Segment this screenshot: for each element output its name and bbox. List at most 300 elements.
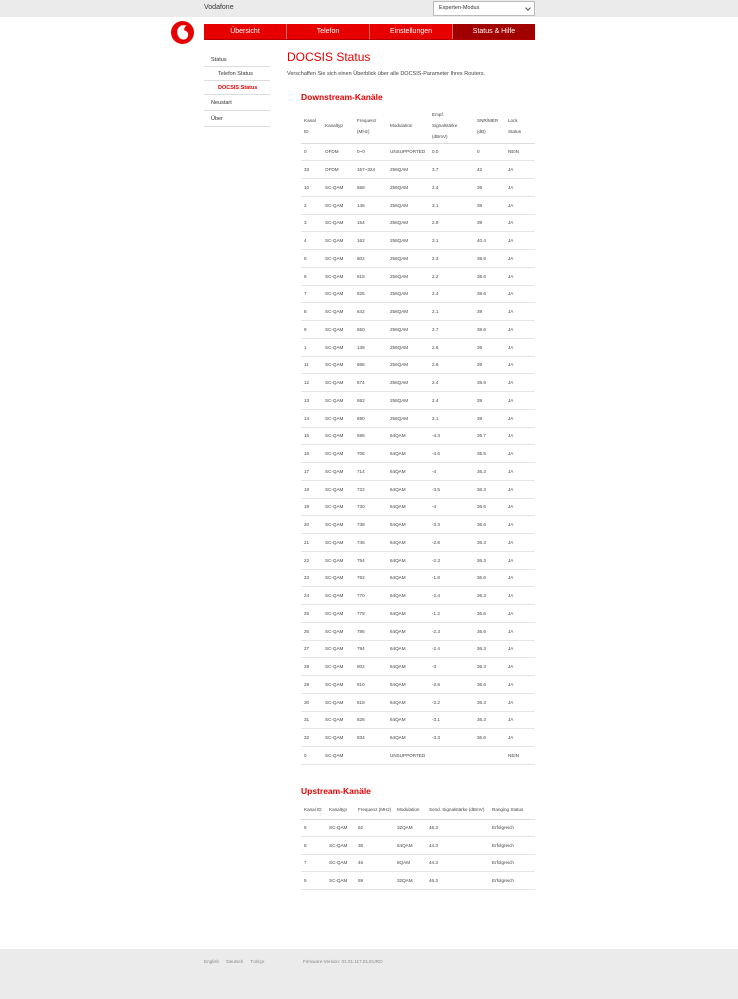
table-cell: 19 xyxy=(301,498,322,516)
table-cell: 2.1 xyxy=(429,409,474,427)
table-cell: 18 xyxy=(301,480,322,498)
table-cell: 64QAM xyxy=(387,622,429,640)
table-cell: 35.5 xyxy=(474,445,505,463)
header-line: Empf. xyxy=(432,112,444,118)
table-row xyxy=(301,445,535,463)
table-cell: -2.8 xyxy=(429,534,474,552)
table-cell: JA xyxy=(505,214,535,232)
downstream-title: Downstream-Kanäle xyxy=(301,92,383,102)
table-cell: SC-QAM xyxy=(322,516,354,534)
table-cell: OFDM xyxy=(322,161,354,179)
table-row xyxy=(301,729,535,747)
table-cell: SC-QAM xyxy=(322,374,354,392)
table-cell: 64QAM xyxy=(387,658,429,676)
table-row xyxy=(301,693,535,711)
table-row xyxy=(301,605,535,623)
table-cell: 21 xyxy=(301,534,322,552)
table-row xyxy=(301,392,535,410)
table-cell: 39 xyxy=(474,214,505,232)
table-cell: 64QAM xyxy=(387,676,429,694)
table-cell: SC-QAM xyxy=(322,338,354,356)
header-line: SNR/MER xyxy=(477,117,499,123)
table-row xyxy=(301,837,535,855)
table-cell: UNSUPPORTED xyxy=(387,143,429,161)
table-cell: SC-QAM xyxy=(326,872,355,890)
table-cell: SC-QAM xyxy=(322,232,354,250)
table-cell: -4.6 xyxy=(429,445,474,463)
table-cell: JA xyxy=(505,534,535,552)
table-cell: NEIN xyxy=(505,747,535,765)
table-cell: 46 xyxy=(355,854,394,872)
table-cell: 64QAM xyxy=(394,837,426,855)
table-cell: 256QAM xyxy=(387,303,429,321)
table-cell: 154 xyxy=(354,214,387,232)
table-cell: SC-QAM xyxy=(326,854,355,872)
table-cell: JA xyxy=(505,676,535,694)
table-cell: JA xyxy=(505,409,535,427)
table-cell: 650 xyxy=(354,321,387,339)
table-row xyxy=(301,640,535,658)
table-cell: 786 xyxy=(354,622,387,640)
table-cell: 642 xyxy=(354,303,387,321)
table-cell: JA xyxy=(505,693,535,711)
header-line: ID xyxy=(304,128,309,134)
table-cell: 22 xyxy=(301,551,322,569)
table-cell: 762 xyxy=(354,569,387,587)
table-cell: SC-QAM xyxy=(326,837,355,855)
downstream-table xyxy=(301,109,535,765)
table-cell: 658 xyxy=(354,179,387,197)
sidebar-item-status[interactable]: Status xyxy=(204,53,270,67)
table-cell: 138 xyxy=(354,338,387,356)
table-cell: 256QAM xyxy=(387,232,429,250)
table-cell: 818 xyxy=(354,693,387,711)
table-row xyxy=(301,427,535,445)
table-cell: 29 xyxy=(301,676,322,694)
table-cell: 256QAM xyxy=(387,214,429,232)
table-cell: JA xyxy=(505,285,535,303)
table-cell: 64QAM xyxy=(387,729,429,747)
table-cell: 256QAM xyxy=(387,250,429,268)
downstream-header-cell xyxy=(505,109,535,143)
table-cell: JA xyxy=(505,640,535,658)
nav-telefon[interactable]: Telefon xyxy=(287,24,370,39)
table-cell: SC-QAM xyxy=(322,356,354,374)
lang-deutsch-link[interactable]: Deutsch xyxy=(226,959,244,964)
table-cell: NEIN xyxy=(505,143,535,161)
table-cell: -2.8 xyxy=(429,676,474,694)
table-cell: 59 xyxy=(355,872,394,890)
sidebar-item-telefon-status[interactable]: Telefon Status xyxy=(204,67,270,81)
table-cell: 778 xyxy=(354,605,387,623)
table-cell: 167~324 xyxy=(354,161,387,179)
table-cell: 36.3 xyxy=(474,534,505,552)
table-cell: JA xyxy=(505,587,535,605)
table-cell: 36.6 xyxy=(474,516,505,534)
table-cell: 30 xyxy=(301,693,322,711)
table-cell: 12 xyxy=(301,374,322,392)
table-cell: JA xyxy=(505,605,535,623)
table-cell: 44.3 xyxy=(426,854,489,872)
table-cell: 13 xyxy=(301,392,322,410)
table-cell: 38.6 xyxy=(474,285,505,303)
header-line: Modulation xyxy=(390,123,413,129)
table-cell: 2.3 xyxy=(429,250,474,268)
table-cell: JA xyxy=(505,196,535,214)
table-cell: 17 xyxy=(301,463,322,481)
table-cell: -1.8 xyxy=(429,569,474,587)
table-row xyxy=(301,356,535,374)
table-cell: 3.1 xyxy=(429,232,474,250)
top-bar xyxy=(0,0,738,17)
table-cell: 36.3 xyxy=(474,587,505,605)
table-cell: 39 xyxy=(474,409,505,427)
header-line: Frequenz xyxy=(357,117,377,123)
table-row xyxy=(301,143,535,161)
table-cell: UNSUPPORTED xyxy=(387,747,429,765)
table-cell: 714 xyxy=(354,463,387,481)
table-cell: JA xyxy=(505,303,535,321)
table-row xyxy=(301,374,535,392)
table-cell: 722 xyxy=(354,480,387,498)
table-row xyxy=(301,409,535,427)
sidebar-item-neustart[interactable]: Neustart xyxy=(204,95,270,111)
table-cell: 32QAM xyxy=(394,819,426,837)
table-cell: 36.6 xyxy=(474,729,505,747)
table-row xyxy=(301,250,535,268)
table-cell: SC-QAM xyxy=(322,303,354,321)
table-cell: SC-QAM xyxy=(322,427,354,445)
table-cell: SC-QAM xyxy=(322,214,354,232)
table-cell xyxy=(429,747,474,765)
table-cell: 810 xyxy=(354,676,387,694)
table-cell: JA xyxy=(505,622,535,640)
table-cell: 698 xyxy=(354,427,387,445)
table-cell: 730 xyxy=(354,498,387,516)
table-cell: -3.3 xyxy=(429,729,474,747)
table-cell: JA xyxy=(505,480,535,498)
table-cell: 28 xyxy=(301,658,322,676)
table-cell: SC-QAM xyxy=(322,747,354,765)
table-cell: 44.3 xyxy=(426,837,489,855)
main-nav xyxy=(204,24,535,40)
table-cell: 2.9 xyxy=(429,214,474,232)
table-cell: JA xyxy=(505,321,535,339)
table-cell: JA xyxy=(505,445,535,463)
table-cell xyxy=(354,747,387,765)
table-cell: 256QAM xyxy=(387,409,429,427)
table-cell: 64QAM xyxy=(387,693,429,711)
table-cell: 754 xyxy=(354,551,387,569)
table-cell: JA xyxy=(505,179,535,197)
table-row xyxy=(301,196,535,214)
table-cell: -1.2 xyxy=(429,605,474,623)
table-row xyxy=(301,569,535,587)
table-cell: 3.1 xyxy=(429,196,474,214)
table-cell: 25 xyxy=(301,605,322,623)
header-line: (dBmV) xyxy=(432,134,448,140)
table-cell: 738 xyxy=(354,516,387,534)
table-cell: JA xyxy=(505,392,535,410)
table-cell: JA xyxy=(505,463,535,481)
header-line: Signalstärke xyxy=(432,123,458,129)
table-cell: 9 xyxy=(301,321,322,339)
table-row xyxy=(301,711,535,729)
table-cell: -2.4 xyxy=(429,640,474,658)
table-cell: 746 xyxy=(354,534,387,552)
table-cell: 2 xyxy=(301,196,322,214)
table-cell: 39 xyxy=(474,338,505,356)
downstream-header-cell xyxy=(322,109,354,143)
table-cell: SC-QAM xyxy=(322,605,354,623)
table-cell: Erfolgreich xyxy=(489,854,535,872)
table-cell: 36.3 xyxy=(474,463,505,481)
table-cell: 0~0 xyxy=(354,143,387,161)
table-cell: Erfolgreich xyxy=(489,837,535,855)
table-row xyxy=(301,872,535,890)
table-row xyxy=(301,232,535,250)
table-cell: 2.2 xyxy=(429,267,474,285)
table-cell: 39 xyxy=(474,179,505,197)
table-cell: SC-QAM xyxy=(322,196,354,214)
table-row xyxy=(301,321,535,339)
table-cell: 666 xyxy=(354,356,387,374)
table-cell: 834 xyxy=(354,729,387,747)
table-cell: 256QAM xyxy=(387,267,429,285)
table-cell: 10 xyxy=(301,179,322,197)
table-cell: 64QAM xyxy=(387,516,429,534)
upstream-header-cell: Kanal ID xyxy=(301,801,326,819)
table-cell: 2.4 xyxy=(429,285,474,303)
table-cell: 2.6 xyxy=(429,356,474,374)
table-cell: JA xyxy=(505,498,535,516)
table-cell: 46.3 xyxy=(426,872,489,890)
header-line: Status xyxy=(508,128,522,134)
table-cell: 36.3 xyxy=(474,711,505,729)
table-cell: 256QAM xyxy=(387,356,429,374)
table-cell: SC-QAM xyxy=(322,711,354,729)
table-row xyxy=(301,551,535,569)
table-cell: 1 xyxy=(301,338,322,356)
table-row xyxy=(301,214,535,232)
table-cell: 32QAM xyxy=(394,872,426,890)
table-cell: -3 xyxy=(429,658,474,676)
firmware-version: Firmware-Version: 01.01.117.01.EURO xyxy=(303,959,383,964)
table-cell: JA xyxy=(505,374,535,392)
table-row xyxy=(301,161,535,179)
table-cell: 38.6 xyxy=(474,267,505,285)
table-cell: 40.4 xyxy=(474,232,505,250)
table-row xyxy=(301,285,535,303)
sidebar xyxy=(204,53,270,127)
downstream-header-cell xyxy=(474,109,505,143)
table-cell: 36.6 xyxy=(474,622,505,640)
table-cell: JA xyxy=(505,356,535,374)
table-row xyxy=(301,534,535,552)
table-row xyxy=(301,819,535,837)
table-cell: 11 xyxy=(301,356,322,374)
table-cell: 6 xyxy=(301,267,322,285)
table-row xyxy=(301,658,535,676)
table-cell: 36.3 xyxy=(474,551,505,569)
table-cell: 38.6 xyxy=(474,321,505,339)
table-cell: 36.6 xyxy=(474,605,505,623)
page-description: Verschaffen Sie sich einen Überblick über alle DOCSIS-Parameter Ihres Routers. xyxy=(287,71,485,77)
table-row xyxy=(301,498,535,516)
table-cell: JA xyxy=(505,729,535,747)
table-cell: 39 xyxy=(474,303,505,321)
table-cell: SC-QAM xyxy=(322,729,354,747)
sidebar-item-docsis-status[interactable]: DOCSIS Status xyxy=(204,81,270,95)
table-cell: 42 xyxy=(474,161,505,179)
table-cell: SC-QAM xyxy=(322,640,354,658)
table-cell: 602 xyxy=(354,250,387,268)
table-cell: 36.6 xyxy=(474,676,505,694)
table-cell: SC-QAM xyxy=(322,445,354,463)
table-cell: SC-QAM xyxy=(322,622,354,640)
table-row xyxy=(301,516,535,534)
chevron-down-icon xyxy=(525,5,531,11)
table-cell xyxy=(474,747,505,765)
table-cell: -4.3 xyxy=(429,427,474,445)
brand-name: Vodafone xyxy=(204,4,234,11)
upstream-table xyxy=(301,801,535,890)
table-cell: JA xyxy=(505,711,535,729)
table-row xyxy=(301,267,535,285)
table-cell: 3.7 xyxy=(429,161,474,179)
sidebar-item-ueber[interactable]: Über xyxy=(204,111,270,127)
table-cell: 256QAM xyxy=(387,338,429,356)
table-cell: 256QAM xyxy=(387,392,429,410)
table-row xyxy=(301,854,535,872)
table-cell: JA xyxy=(505,427,535,445)
table-cell: SC-QAM xyxy=(322,480,354,498)
table-row xyxy=(301,338,535,356)
table-cell: 7 xyxy=(301,854,326,872)
table-cell: SC-QAM xyxy=(322,321,354,339)
table-row xyxy=(301,676,535,694)
table-cell: 682 xyxy=(354,392,387,410)
table-cell: OFDM xyxy=(322,143,354,161)
upstream-title: Upstream-Kanäle xyxy=(301,786,371,796)
table-row xyxy=(301,622,535,640)
downstream-header-cell xyxy=(301,109,322,143)
table-cell: -2.4 xyxy=(429,587,474,605)
table-cell: JA xyxy=(505,516,535,534)
table-cell: 36.6 xyxy=(474,569,505,587)
table-cell: JA xyxy=(505,338,535,356)
table-cell: 6 xyxy=(301,819,326,837)
table-cell: SC-QAM xyxy=(322,676,354,694)
nav-einstellungen[interactable]: Einstellungen xyxy=(370,24,453,39)
table-cell: 802 xyxy=(354,658,387,676)
table-cell: 706 xyxy=(354,445,387,463)
table-cell: SC-QAM xyxy=(326,819,355,837)
table-cell: 64QAM xyxy=(387,534,429,552)
table-row xyxy=(301,463,535,481)
header-line: (dB) xyxy=(477,128,486,134)
table-cell: JA xyxy=(505,658,535,676)
table-cell: 64QAM xyxy=(387,551,429,569)
table-cell: -3.3 xyxy=(429,516,474,534)
table-cell: -2.3 xyxy=(429,622,474,640)
table-cell: 36.3 xyxy=(474,640,505,658)
table-row xyxy=(301,303,535,321)
table-cell: 36.6 xyxy=(474,498,505,516)
table-cell: 690 xyxy=(354,409,387,427)
table-cell: 256QAM xyxy=(387,196,429,214)
upstream-header-cell: Frequenz (MHz) xyxy=(355,801,394,819)
table-cell: 36.3 xyxy=(474,693,505,711)
table-cell: 26 xyxy=(301,622,322,640)
table-cell: 2.4 xyxy=(429,179,474,197)
table-cell: JA xyxy=(505,161,535,179)
table-cell: 46.3 xyxy=(426,819,489,837)
table-cell: Erfolgreich xyxy=(489,819,535,837)
table-cell: -3.1 xyxy=(429,711,474,729)
upstream-header-cell: Kanaltyp xyxy=(326,801,355,819)
table-cell: 39 xyxy=(474,356,505,374)
table-cell: -4 xyxy=(429,463,474,481)
nav-status-hilfe[interactable]: Status & Hilfe xyxy=(453,24,535,39)
table-row xyxy=(301,747,535,765)
upstream-header-cell: Ranging Status xyxy=(489,801,535,819)
table-cell: 7 xyxy=(301,285,322,303)
header-line: Kanal xyxy=(304,117,316,123)
table-cell: JA xyxy=(505,232,535,250)
table-cell: SC-QAM xyxy=(322,693,354,711)
table-cell: 52 xyxy=(355,819,394,837)
header-line: Lock xyxy=(508,117,518,123)
table-cell: SC-QAM xyxy=(322,569,354,587)
lang-english-link[interactable]: English xyxy=(204,959,220,964)
table-cell: 36 xyxy=(355,837,394,855)
mode-select[interactable] xyxy=(433,1,535,16)
table-cell: 23 xyxy=(301,569,322,587)
header-line: Kanaltyp xyxy=(325,123,343,129)
table-cell: 39 xyxy=(474,392,505,410)
table-cell: JA xyxy=(505,551,535,569)
table-cell: Erfolgreich xyxy=(489,872,535,890)
table-cell: SC-QAM xyxy=(322,392,354,410)
table-row xyxy=(301,179,535,197)
downstream-header-cell xyxy=(387,109,429,143)
table-cell: 33 xyxy=(301,161,322,179)
lang-tuerkce-link[interactable]: Türkçe xyxy=(250,959,265,964)
table-cell: 2.4 xyxy=(429,374,474,392)
table-cell: -4 xyxy=(429,498,474,516)
table-cell: 256QAM xyxy=(387,321,429,339)
table-cell: 2.7 xyxy=(429,321,474,339)
table-cell: JA xyxy=(505,569,535,587)
downstream-header-cell xyxy=(429,109,474,143)
table-cell: 0 xyxy=(301,143,322,161)
table-cell: 64QAM xyxy=(387,587,429,605)
table-row xyxy=(301,587,535,605)
header-line: (MHz) xyxy=(357,128,370,134)
vodafone-logo[interactable] xyxy=(171,21,194,44)
nav-uebersicht[interactable]: Übersicht xyxy=(204,24,287,39)
table-cell: 14 xyxy=(301,409,322,427)
table-cell: 38.6 xyxy=(474,374,505,392)
table-cell: 64QAM xyxy=(387,640,429,658)
page-title: DOCSIS Status xyxy=(287,50,371,64)
upstream-header-cell: Send. Signalstärke (dBmV) xyxy=(426,801,489,819)
table-cell: 64QAM xyxy=(387,480,429,498)
table-cell: 2.4 xyxy=(429,392,474,410)
table-cell: SC-QAM xyxy=(322,250,354,268)
table-cell: 8 xyxy=(301,837,326,855)
